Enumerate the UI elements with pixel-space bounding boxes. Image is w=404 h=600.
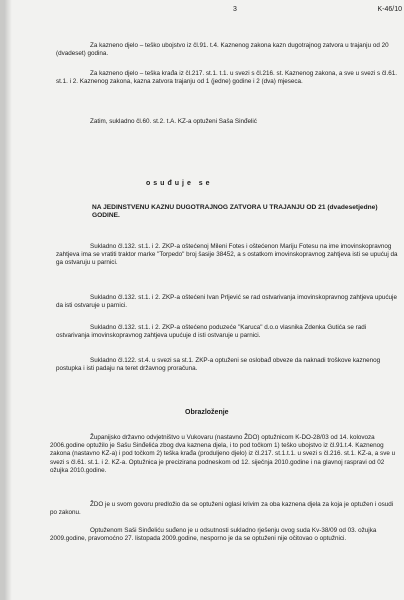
verdict-title: osuđuje se	[146, 180, 213, 187]
paragraph-claim-karuca: Sukladno čl.132. st.1. i 2. ZKP-a oštećeno poduzeće "Karuca" d.o.o vlasnika Zdenka Gutića se radi ostvarivanja imovinskopravnog zahtjeva upućuje d isti ostvaruje u parnici.	[56, 324, 367, 340]
paragraph-absentia: Optuženom Saši Sinđeliću suđeno je u odsutnosti sukladno rješenju ovog suda Kv-38/09 od 03. ožujka 2009.godine, pravomoćno 27. listopada 2009.godine, nesporno je da se optuženi nije očitovao o optužnici.	[50, 527, 377, 543]
paragraph-then: Zatim, sukladno čl.60. st.2. t.A. KZ-a optuženi Saša Sinđelić	[90, 118, 257, 125]
page-number: 3	[233, 6, 237, 13]
paragraph-prosecutor: ŽDO je u svom govoru predložio da se optuženi oglasi krivim za oba kaznena djela za koja je optužen i osudi po zakonu.	[50, 501, 394, 517]
scan-shadow	[4, 0, 12, 600]
section-heading: Obrazloženje	[185, 409, 229, 416]
document-number: K-46/10	[377, 6, 402, 13]
paragraph-murder-sentence: Za kazneno djelo – teško ubojstvo iz čl.91. t.4. Kaznenog zakona kazn dugotrajnog zatvora u trajanju od 20 (dvadeset) godina.	[56, 42, 389, 58]
document-page	[4, 0, 404, 600]
sentence-text: NA JEDINSTVENU KAZNU DUGOTRAJNOG ZATVORA U TRAJANJU OD 21 (dvadesetjedne) GODINE.	[92, 204, 378, 220]
paragraph-claim-prljevic: Sukladno čl.132. st.1. i 2. ZKP-a oštećeni Ivan Prljević se rad ostvarivanja imovinskopravnog zahtjeva upućuje da isti ostvaruje u parnici.	[56, 294, 397, 310]
paragraph-claim-fotes: Sukladno čl.132. st.1. i 2. ZKP-a oštećenoj Mileni Fotes i oštećenon Mariju Fotesu na ime imovinskopravnog zahtjeva ima se vratiti traktor marke "Torpedo" broj šasije 38452, a s ostatkom imovinskopravnog zahtjeva isti se upućuj da ga ostvaruju u parnici.	[56, 243, 398, 267]
paragraph-costs: Sukladno čl.122. st.4. u svezi sa st.1. ZKP-a optuženi se oslobađ obveze da naknadi troškove kaznenog postupka i isti padaju na teret državnog proračuna.	[56, 357, 381, 373]
paragraph-indictment: Županijsko državno odvjetništvo u Vukovaru (nastavno ŽDO) optužnicom K-DO-28/03 od 14. kolovoza 2006.godine optužilo je Sašu Sinđelića zbog dva kaznena djela, i to pod točkom 1) teško ubojstvo iz čl.91.t.4. Kaznenog zakona (nastavno KZ-a) i pod točkom 2) teška krađa (produljeno djelo) iz čl.217. st.1.t.1. u svezi s čl.216. st.1. KZ-a, a sve u svezi s čl.61. st.1. i 2. KZ-a. Optužnica je precizirana podneskom od 12. siječnja 2010.godine i na glavnoj raspravi od 02 ožujka 2010.godine.	[50, 434, 396, 474]
paragraph-theft-sentence: Za kazneno djelo – teška krađa iz čl.217. st.1. t.1. u svezi s čl.216. st. Kaznenog zakona, a sve u svezi s čl.61. st.1. i 2. Kaznenog zakona, kazna zatvora trajanju od 1 (jedne) godine i 2 (dva) mjeseca.	[56, 70, 397, 86]
